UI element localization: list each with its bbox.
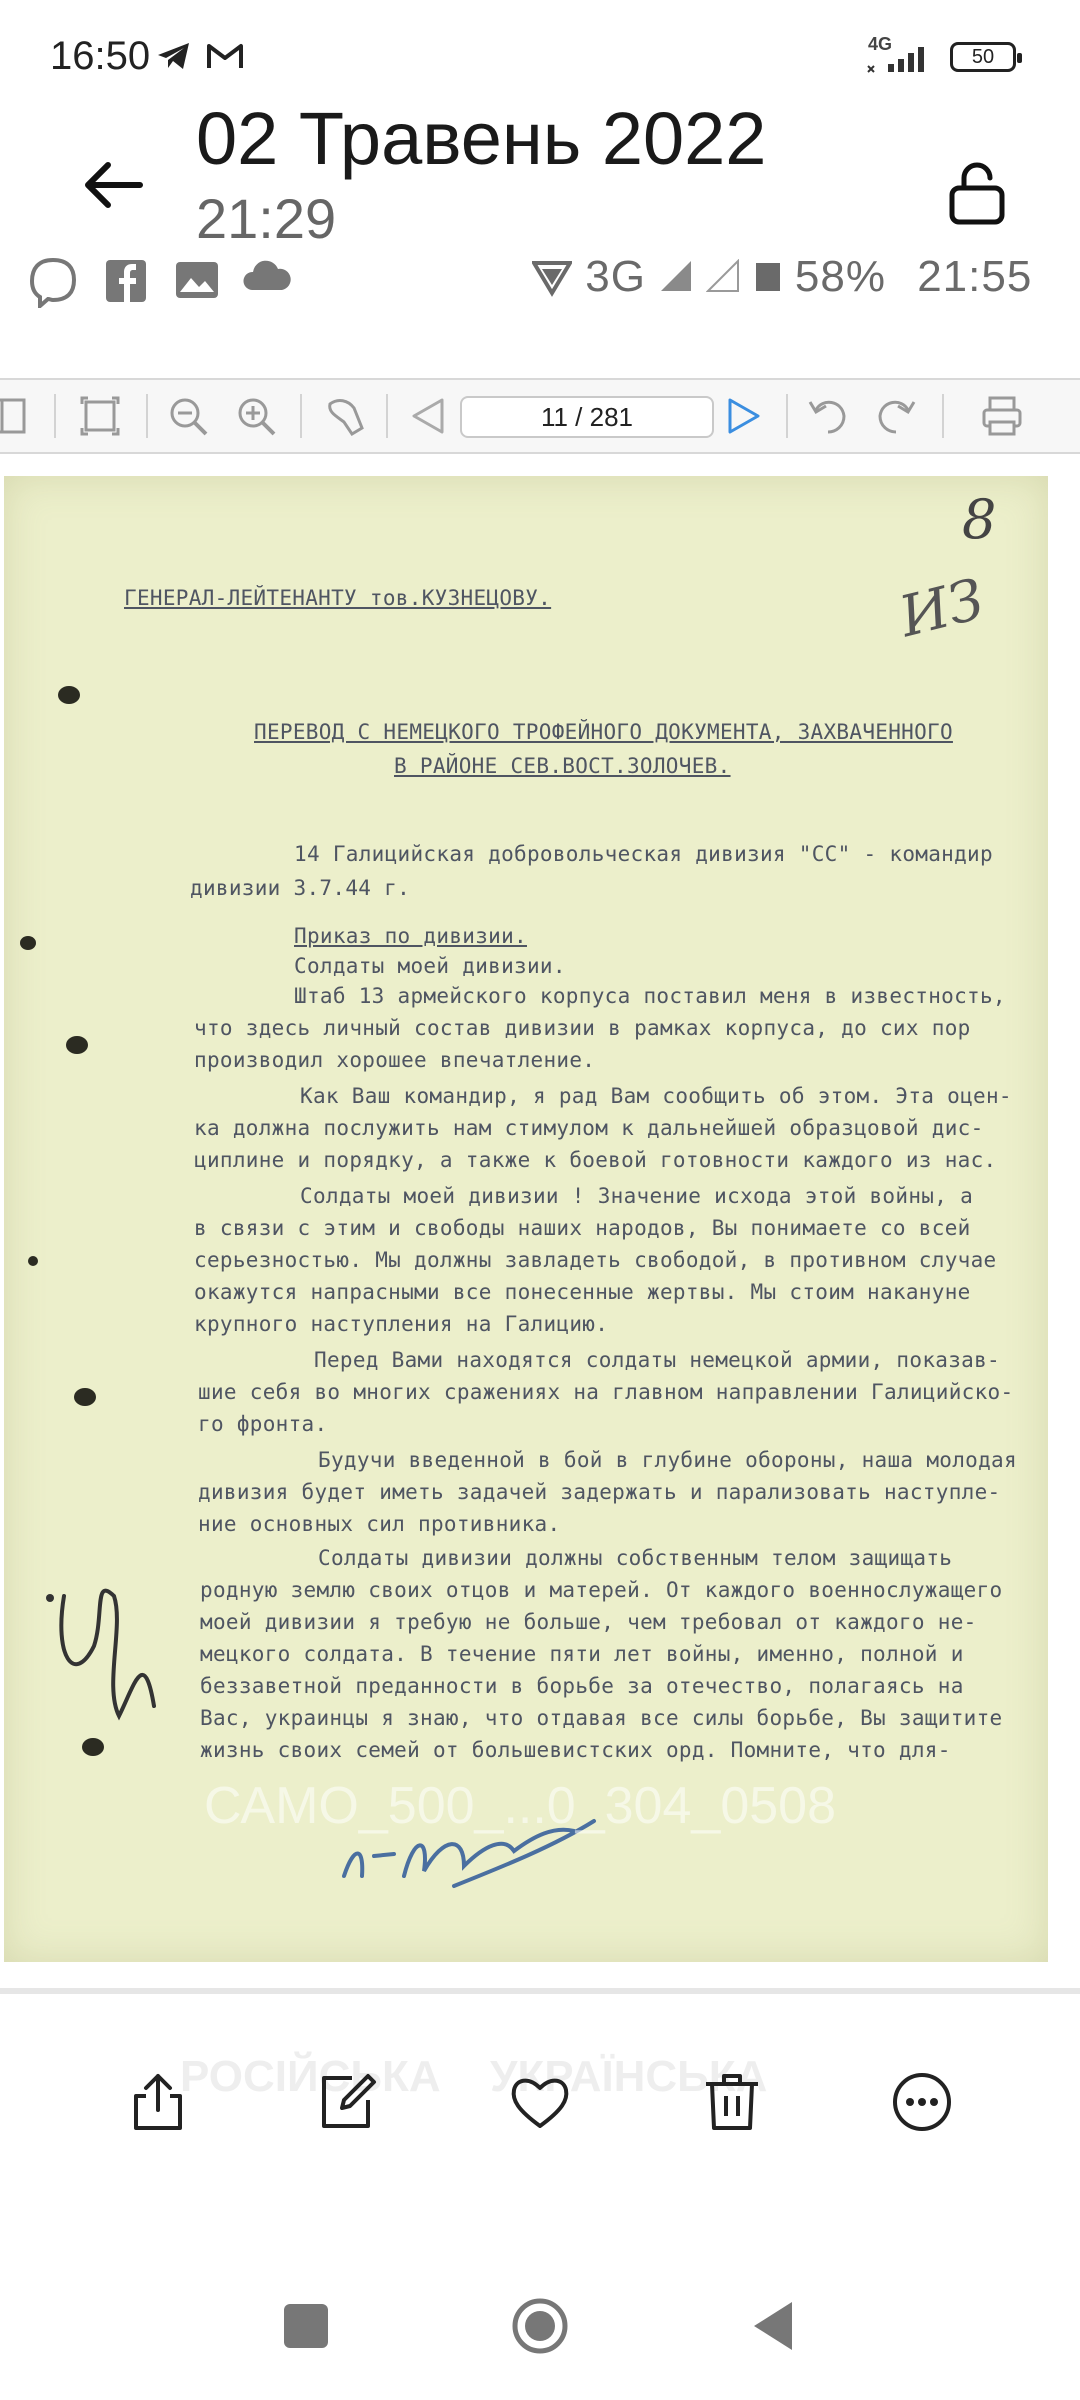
doc-line: Солдаты моей дивизии ! Значение исхода этой войны, а	[300, 1184, 974, 1208]
doc-line: циплине и порядку, а также к боевой готовности каждого из нас.	[194, 1148, 997, 1172]
ghost-lang-from: РОСІЙСЬКА	[180, 2052, 441, 2101]
doc-line: моей дивизии я требую не больше, чем требовал от каждого не-	[200, 1610, 977, 1634]
pan-tool-icon[interactable]	[322, 394, 366, 438]
signal-icon	[866, 42, 936, 74]
delete-icon[interactable]	[700, 2070, 764, 2134]
doc-line: беззаветной преданности в борьбе за отечество, полагаясь на	[200, 1674, 964, 1698]
doc-line: Солдаты моей дивизии.	[294, 954, 566, 978]
next-page-icon[interactable]	[722, 394, 766, 438]
doc-line: что здесь личный состав дивизии в рамках корпуса, до сих пор	[194, 1016, 971, 1040]
doc-line: Перед Вами находятся солдаты немецкой армии, показав-	[314, 1348, 1000, 1372]
watermark: САМО_500_...0_304_0508	[204, 1777, 836, 1835]
doc-line: родную землю своих отцов и матерей. От каждого военнослужащего	[200, 1578, 1003, 1602]
prev-page-icon[interactable]	[406, 394, 450, 438]
doc-line: крупного наступления на Галицию.	[194, 1312, 609, 1336]
doc-line: дивизии 3.7.44 г.	[190, 876, 411, 900]
inner-time: 21:55	[917, 252, 1033, 301]
sidebar-toggle-icon[interactable]	[0, 394, 30, 438]
back-arrow-icon[interactable]	[78, 150, 148, 220]
edit-icon[interactable]	[316, 2070, 380, 2134]
viber-icon	[26, 256, 80, 308]
doc-line: в связи с этим и свободы наших народов, Вы понимаете со всей	[194, 1216, 971, 1240]
doc-line: ка должна послужить нам стимулом к дальнейшей образцовой дис-	[194, 1116, 984, 1140]
doc-line: мецкого солдата. В течение пяти лет войны, именно, полной и	[200, 1642, 964, 1666]
nav-back-icon[interactable]	[746, 2296, 806, 2356]
doc-line: го фронта.	[198, 1412, 328, 1436]
more-icon[interactable]	[890, 2070, 954, 2134]
inner-signal2-icon	[706, 259, 740, 293]
inner-battery: 58%	[794, 252, 886, 301]
doc-line: Будучи введенной в бой в глубине обороны, наша молодая	[318, 1448, 1017, 1472]
handwritten-signature	[24, 1536, 194, 1756]
battery-icon	[950, 42, 1016, 72]
inner-signal-icon	[659, 259, 693, 293]
rotate-left-icon[interactable]	[806, 394, 850, 438]
page-number-mark: 8	[962, 488, 997, 551]
rotate-right-icon[interactable]	[874, 394, 918, 438]
inner-network: 3G	[585, 252, 646, 301]
network-type: 4G	[868, 34, 893, 54]
doc-line: производил хорошее впечатление.	[194, 1048, 596, 1072]
gmail-icon	[206, 42, 244, 70]
doc-line: 14 Галицийская добровольческая дивизия "СС" - командир	[294, 842, 993, 866]
archive-stamp: ИЗ	[893, 566, 991, 651]
doc-line: окажутся напрасными все понесенные жертвы. Мы стоим накануне	[194, 1280, 971, 1304]
divider	[0, 1988, 1080, 1994]
doc-line: ние основных сил противника.	[198, 1512, 561, 1536]
print-icon[interactable]	[980, 394, 1024, 438]
zoom-in-icon[interactable]	[234, 394, 278, 438]
gallery-icon	[176, 262, 218, 298]
doc-line: ГЕНЕРАЛ-ЛЕЙТЕНАНТУ тов.КУЗНЕЦОВУ.	[124, 586, 552, 610]
doc-line: Солдаты дивизии должны собственным телом защищать	[318, 1546, 953, 1570]
doc-line: Как Ваш командир, я рад Вам сообщить об этом. Эта оцен-	[300, 1084, 1012, 1108]
page-subtitle: 21:29	[196, 187, 337, 250]
fit-page-icon[interactable]	[78, 394, 122, 438]
doc-line: шие себя во многих сражениях на главном направлении Галицийско-	[198, 1380, 1014, 1404]
document-page	[4, 476, 1048, 1962]
telegram-icon	[156, 40, 192, 72]
doc-line: Вас, украинцы я знаю, что отдавая все силы борьбе, Вы защитите	[200, 1706, 1003, 1730]
battery-level: 50	[971, 46, 995, 68]
doc-line: Штаб 13 армейского корпуса поставил меня в известность,	[294, 984, 1006, 1008]
doc-line: Приказ по дивизии.	[294, 924, 527, 948]
share-icon[interactable]	[126, 2070, 190, 2134]
page-number-input[interactable]: 11 / 281	[460, 396, 714, 438]
pdf-toolbar	[0, 378, 1080, 454]
doc-line: серьезностью. Мы должны завладеть свободой, в противном случае	[194, 1248, 997, 1272]
nav-home-icon[interactable]	[510, 2296, 570, 2356]
cloud-icon	[242, 258, 292, 292]
doc-line: дивизия будет иметь задачей задержать и парализовать наступле-	[198, 1480, 1001, 1504]
doc-line: В РАЙОНЕ СЕВ.ВОСТ.ЗОЛОЧЕВ.	[394, 754, 731, 778]
facebook-icon	[106, 260, 146, 302]
favorite-icon[interactable]	[508, 2070, 572, 2134]
vpn-icon	[532, 259, 572, 297]
inner-status-right	[532, 252, 1032, 302]
ghost-lang-to: УКРАЇНСЬКА	[490, 2052, 768, 2101]
doc-line: ПЕРЕВОД С НЕМЕЦКОГО ТРОФЕЙНОГО ДОКУМЕНТА, ЗАХВАЧЕННОГО	[254, 720, 953, 744]
inner-battery-icon	[754, 259, 782, 293]
status-time: 16:50	[50, 34, 151, 78]
lock-icon[interactable]	[942, 158, 1012, 228]
nav-recents-icon[interactable]	[276, 2296, 336, 2356]
doc-line: жизнь своих семей от большевистских орд. Помните, что для-	[200, 1738, 951, 1762]
zoom-out-icon[interactable]	[166, 394, 210, 438]
page-title: 02 Травень 2022	[196, 97, 767, 180]
